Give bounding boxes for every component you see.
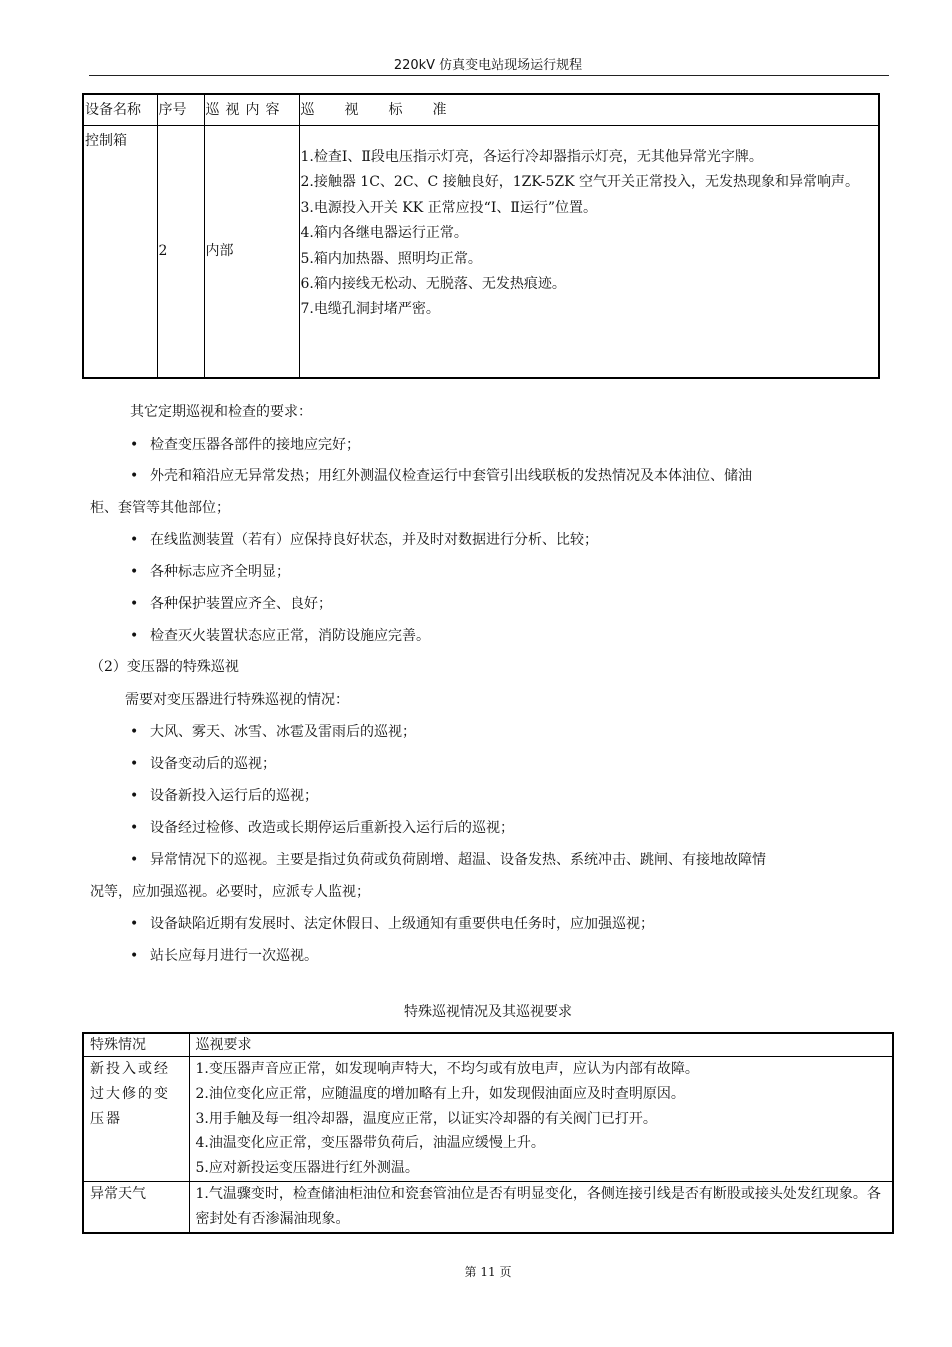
requirement-item: 4.油温变化应正常，变压器带负荷后，油温应缓慢上升。 xyxy=(195,1135,545,1152)
list-item: • 异常情况下的巡视。主要是指过负荷或负荷剧增、超温、设备发热、系统冲击、跳闸、有接地故障情 xyxy=(130,852,766,868)
special-inspection-table xyxy=(82,1032,894,1234)
section-title: （2）变压器的特殊巡视 xyxy=(90,659,239,675)
bullet-icon: • xyxy=(130,468,139,484)
table-header-row xyxy=(83,94,879,126)
bullet-icon: • xyxy=(130,564,139,580)
list-item: • 检查变压器各部件的接地应完好； xyxy=(130,437,360,453)
special-intro: 需要对变压器进行特殊巡视的情况： xyxy=(125,692,349,708)
bullet-icon: • xyxy=(130,948,139,964)
standard-item: 4.箱内各继电器运行正常。 xyxy=(300,225,468,242)
standard-item: 3.电源投入开关 KK 正常应投“Ⅰ、Ⅱ运行”位置。 xyxy=(300,199,598,216)
table-row xyxy=(83,126,879,379)
bullet-icon: • xyxy=(130,437,139,453)
list-item: • 站长应每月进行一次巡视。 xyxy=(130,948,318,964)
table-caption: 特殊巡视情况及其巡视要求 xyxy=(404,1004,572,1020)
header-inspect-requirement: 巡视要求 xyxy=(189,1033,893,1057)
table-row xyxy=(83,1057,893,1182)
bullet-icon: • xyxy=(130,628,139,644)
list-item: • 各种保护装置应齐全、良好； xyxy=(130,596,332,612)
standard-item: 2.接触器 1C、2C、C 接触良好，1ZK-5ZK 空气开关正常投入，无发热现象和异常响声。 xyxy=(300,174,860,191)
header-inspect-content: 巡视内容 xyxy=(204,94,299,126)
bullet-icon: • xyxy=(130,756,139,772)
requirement-item: 3.用手触及每一组冷却器，温度应正常，以证实冷却器的有关阀门已打开。 xyxy=(195,1110,657,1127)
cell-condition: 新投入或经过大修的变压器 xyxy=(83,1057,189,1182)
list-item: • 外壳和箱沿应无异常发热；用红外测温仪检查运行中套管引出线联板的发热情况及本体油位、储油 xyxy=(130,468,752,484)
cell-condition: 异常天气 xyxy=(83,1181,189,1232)
bullet-icon: • xyxy=(130,532,139,548)
standard-item: 5.箱内加热器、照明均正常。 xyxy=(300,250,482,267)
bullet-icon: • xyxy=(130,724,139,740)
control-box-inspection-table xyxy=(82,93,880,379)
cell-requirements xyxy=(189,1057,893,1182)
cell-device-name: 控制箱 xyxy=(83,126,157,379)
header-special-condition: 特殊情况 xyxy=(83,1033,189,1057)
header-seq-no: 序号 xyxy=(157,94,204,126)
cell-requirements xyxy=(189,1181,893,1232)
list-item: • 设备新投入运行后的巡视； xyxy=(130,788,318,804)
list-item: • 在线监测装置（若有）应保持良好状态，并及时对数据进行分析、比较； xyxy=(130,532,598,548)
bullet-icon: • xyxy=(130,916,139,932)
periodic-intro: 其它定期巡视和检查的要求： xyxy=(130,404,312,420)
list-item: • 各种标志应齐全明显； xyxy=(130,564,290,580)
header-inspect-standard: 巡视标准 xyxy=(299,94,879,126)
requirement-item: 2.油位变化应正常，应随温度的增加略有上升，如发现假油面应及时查明原因。 xyxy=(195,1085,685,1102)
list-item: • 检查灭火装置状态应正常，消防设施应完善。 xyxy=(130,628,430,644)
table-header-row xyxy=(83,1033,893,1057)
cell-seq-no: 2 xyxy=(157,126,204,379)
list-item: • 设备经过检修、改造或长期停运后重新投入运行后的巡视； xyxy=(130,820,514,836)
cell-inspect-part: 内部 xyxy=(204,126,299,379)
standard-item: 1.检查Ⅰ、Ⅱ段电压指示灯亮，各运行冷却器指示灯亮，无其他异常光字牌。 xyxy=(300,149,763,165)
standard-item: 7.电缆孔洞封堵严密。 xyxy=(300,301,440,318)
requirement-item: 1.气温骤变时，检查储油柜油位和瓷套管油位是否有明显变化，各侧连接引线是否有断股或接头处发红现象。各密封处有否渗漏油现象。 xyxy=(195,1185,881,1227)
bullet-icon: • xyxy=(130,852,139,868)
table-row xyxy=(83,1181,893,1232)
list-item-continuation: 况等，应加强巡视。必要时，应派专人监视； xyxy=(90,884,370,900)
list-item-continuation: 柜、套管等其他部位； xyxy=(90,500,230,516)
page-header-title: 220kV 仿真变电站现场运行规程 xyxy=(393,58,583,73)
list-item: • 设备缺陷近期有发展时、法定休假日、上级通知有重要供电任务时，应加强巡视； xyxy=(130,916,654,932)
list-item: • 大风、雾天、冰雪、冰雹及雷雨后的巡视； xyxy=(130,724,416,740)
bullet-icon: • xyxy=(130,788,139,804)
standard-item: 6.箱内接线无松动、无脱落、无发热痕迹。 xyxy=(300,276,566,293)
page-number: 第 11 页 xyxy=(464,1265,512,1279)
requirement-item: 5.应对新投运变压器进行红外测温。 xyxy=(195,1160,419,1177)
bullet-icon: • xyxy=(130,596,139,612)
cell-standard-list xyxy=(299,126,879,379)
list-item: • 设备变动后的巡视； xyxy=(130,756,276,772)
header-device-name: 设备名称 xyxy=(83,94,157,126)
bullet-icon: • xyxy=(130,820,139,836)
requirement-item: 1.变压器声音应正常，如发现响声特大，不均匀或有放电声，应认为内部有故障。 xyxy=(195,1061,699,1077)
header-rule xyxy=(89,75,889,76)
